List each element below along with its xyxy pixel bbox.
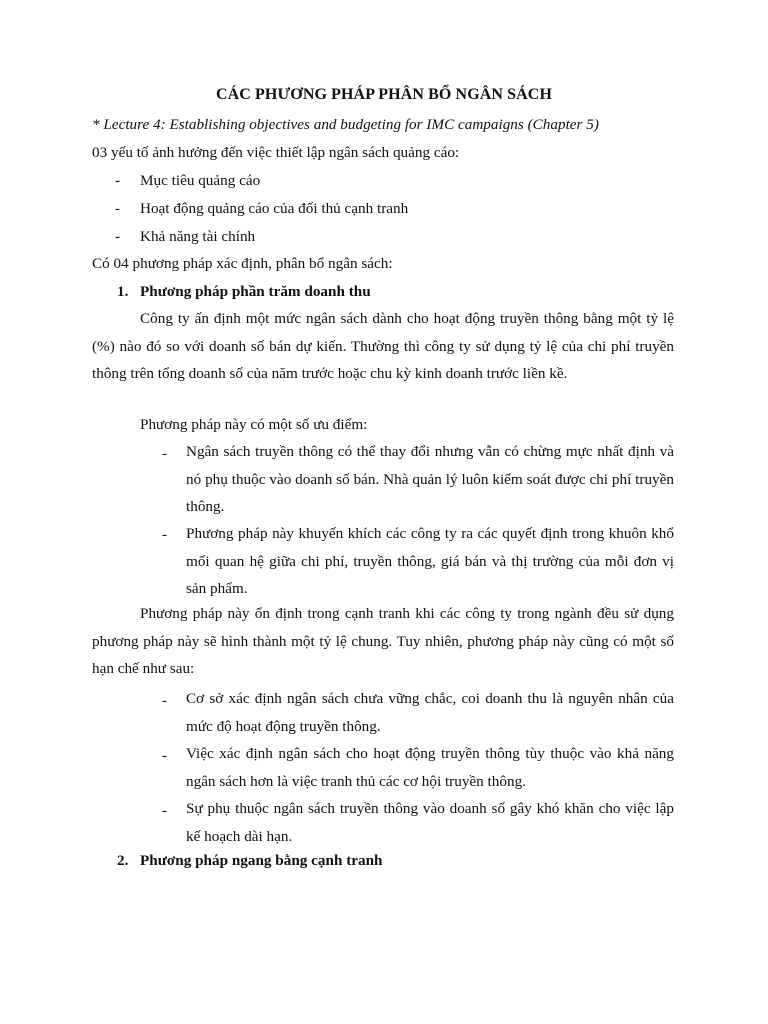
section-heading: Phương pháp ngang bằng cạnh tranh [140,852,383,869]
list-dash: - [162,526,168,543]
list-dash: - [162,747,168,764]
section-number: 1. [117,283,129,300]
page-title: CÁC PHƯƠNG PHÁP PHÂN BỔ NGÂN SÁCH [215,86,553,103]
list-dash: - [162,802,168,819]
list-item: Ngân sách truyền thông có thể thay đổi nhưng vẫn có chừng mực nhất định và nó phụ thuộc vào doanh số bán. Nhà quản lý luôn kiểm soát được chi phí truyền thông. [186,443,674,516]
list-item: Phương pháp này khuyến khích các công ty ra các quyết định trong khuôn khổ mối quan hệ giữa chi phí, truyền thông, giá bán và thị trường của mỗi đơn vị sản phẩm. [186,525,674,598]
list-dash: - [115,228,121,245]
list-dash: - [162,692,168,709]
methods-intro: Có 04 phương pháp xác định, phân bổ ngân sách: [92,255,393,272]
section-heading: Phương pháp phần trăm doanh thu [140,283,371,300]
lecture-reference: * Lecture 4: Establishing objectives and budgeting for IMC campaigns (Chapter 5) [92,116,599,133]
list-item: Khả năng tài chính [140,228,256,245]
paragraph: Công ty ấn định một mức ngân sách dành cho hoạt động truyền thông bằng một tỷ lệ (%) nào đó so với doanh số bán dự kiến. Thường thì công ty sử dụng tỷ lệ của chi phí truyền thông trên tổng doanh số của năm trước hoặc chu kỳ kinh doanh trước liền kề. [92,310,674,383]
factors-intro: 03 yếu tố ảnh hưởng đến việc thiết lập ngân sách quảng cáo: [92,144,460,161]
paragraph: Phương pháp này ổn định trong cạnh tranh khi các công ty trong ngành đều sử dụng phương pháp này sẽ hình thành một tỷ lệ chung. Tuy nhiên, phương pháp này cũng có một số hạn chế như sau: [92,605,674,678]
list-item: Việc xác định ngân sách cho hoạt động truyền thông tùy thuộc vào khả năng ngân sách hơn là việc tranh thủ các cơ hội truyền thông. [186,745,674,790]
advantages-intro: Phương pháp này có một số ưu điểm: [140,416,368,433]
list-item: Mục tiêu quảng cáo [140,172,261,189]
list-item: Cơ sở xác định ngân sách chưa vững chắc, coi doanh thu là nguyên nhân của mức độ hoạt động truyền thông. [186,690,674,735]
list-dash: - [115,172,121,189]
list-item: Sự phụ thuộc ngân sách truyền thông vào doanh số gây khó khăn cho việc lập kế hoạch dài hạn. [186,800,674,845]
list-dash: - [162,445,168,462]
section-number: 2. [117,852,129,869]
list-item: Hoạt động quảng cáo của đối thủ cạnh tranh [140,200,409,217]
list-dash: - [115,200,121,217]
